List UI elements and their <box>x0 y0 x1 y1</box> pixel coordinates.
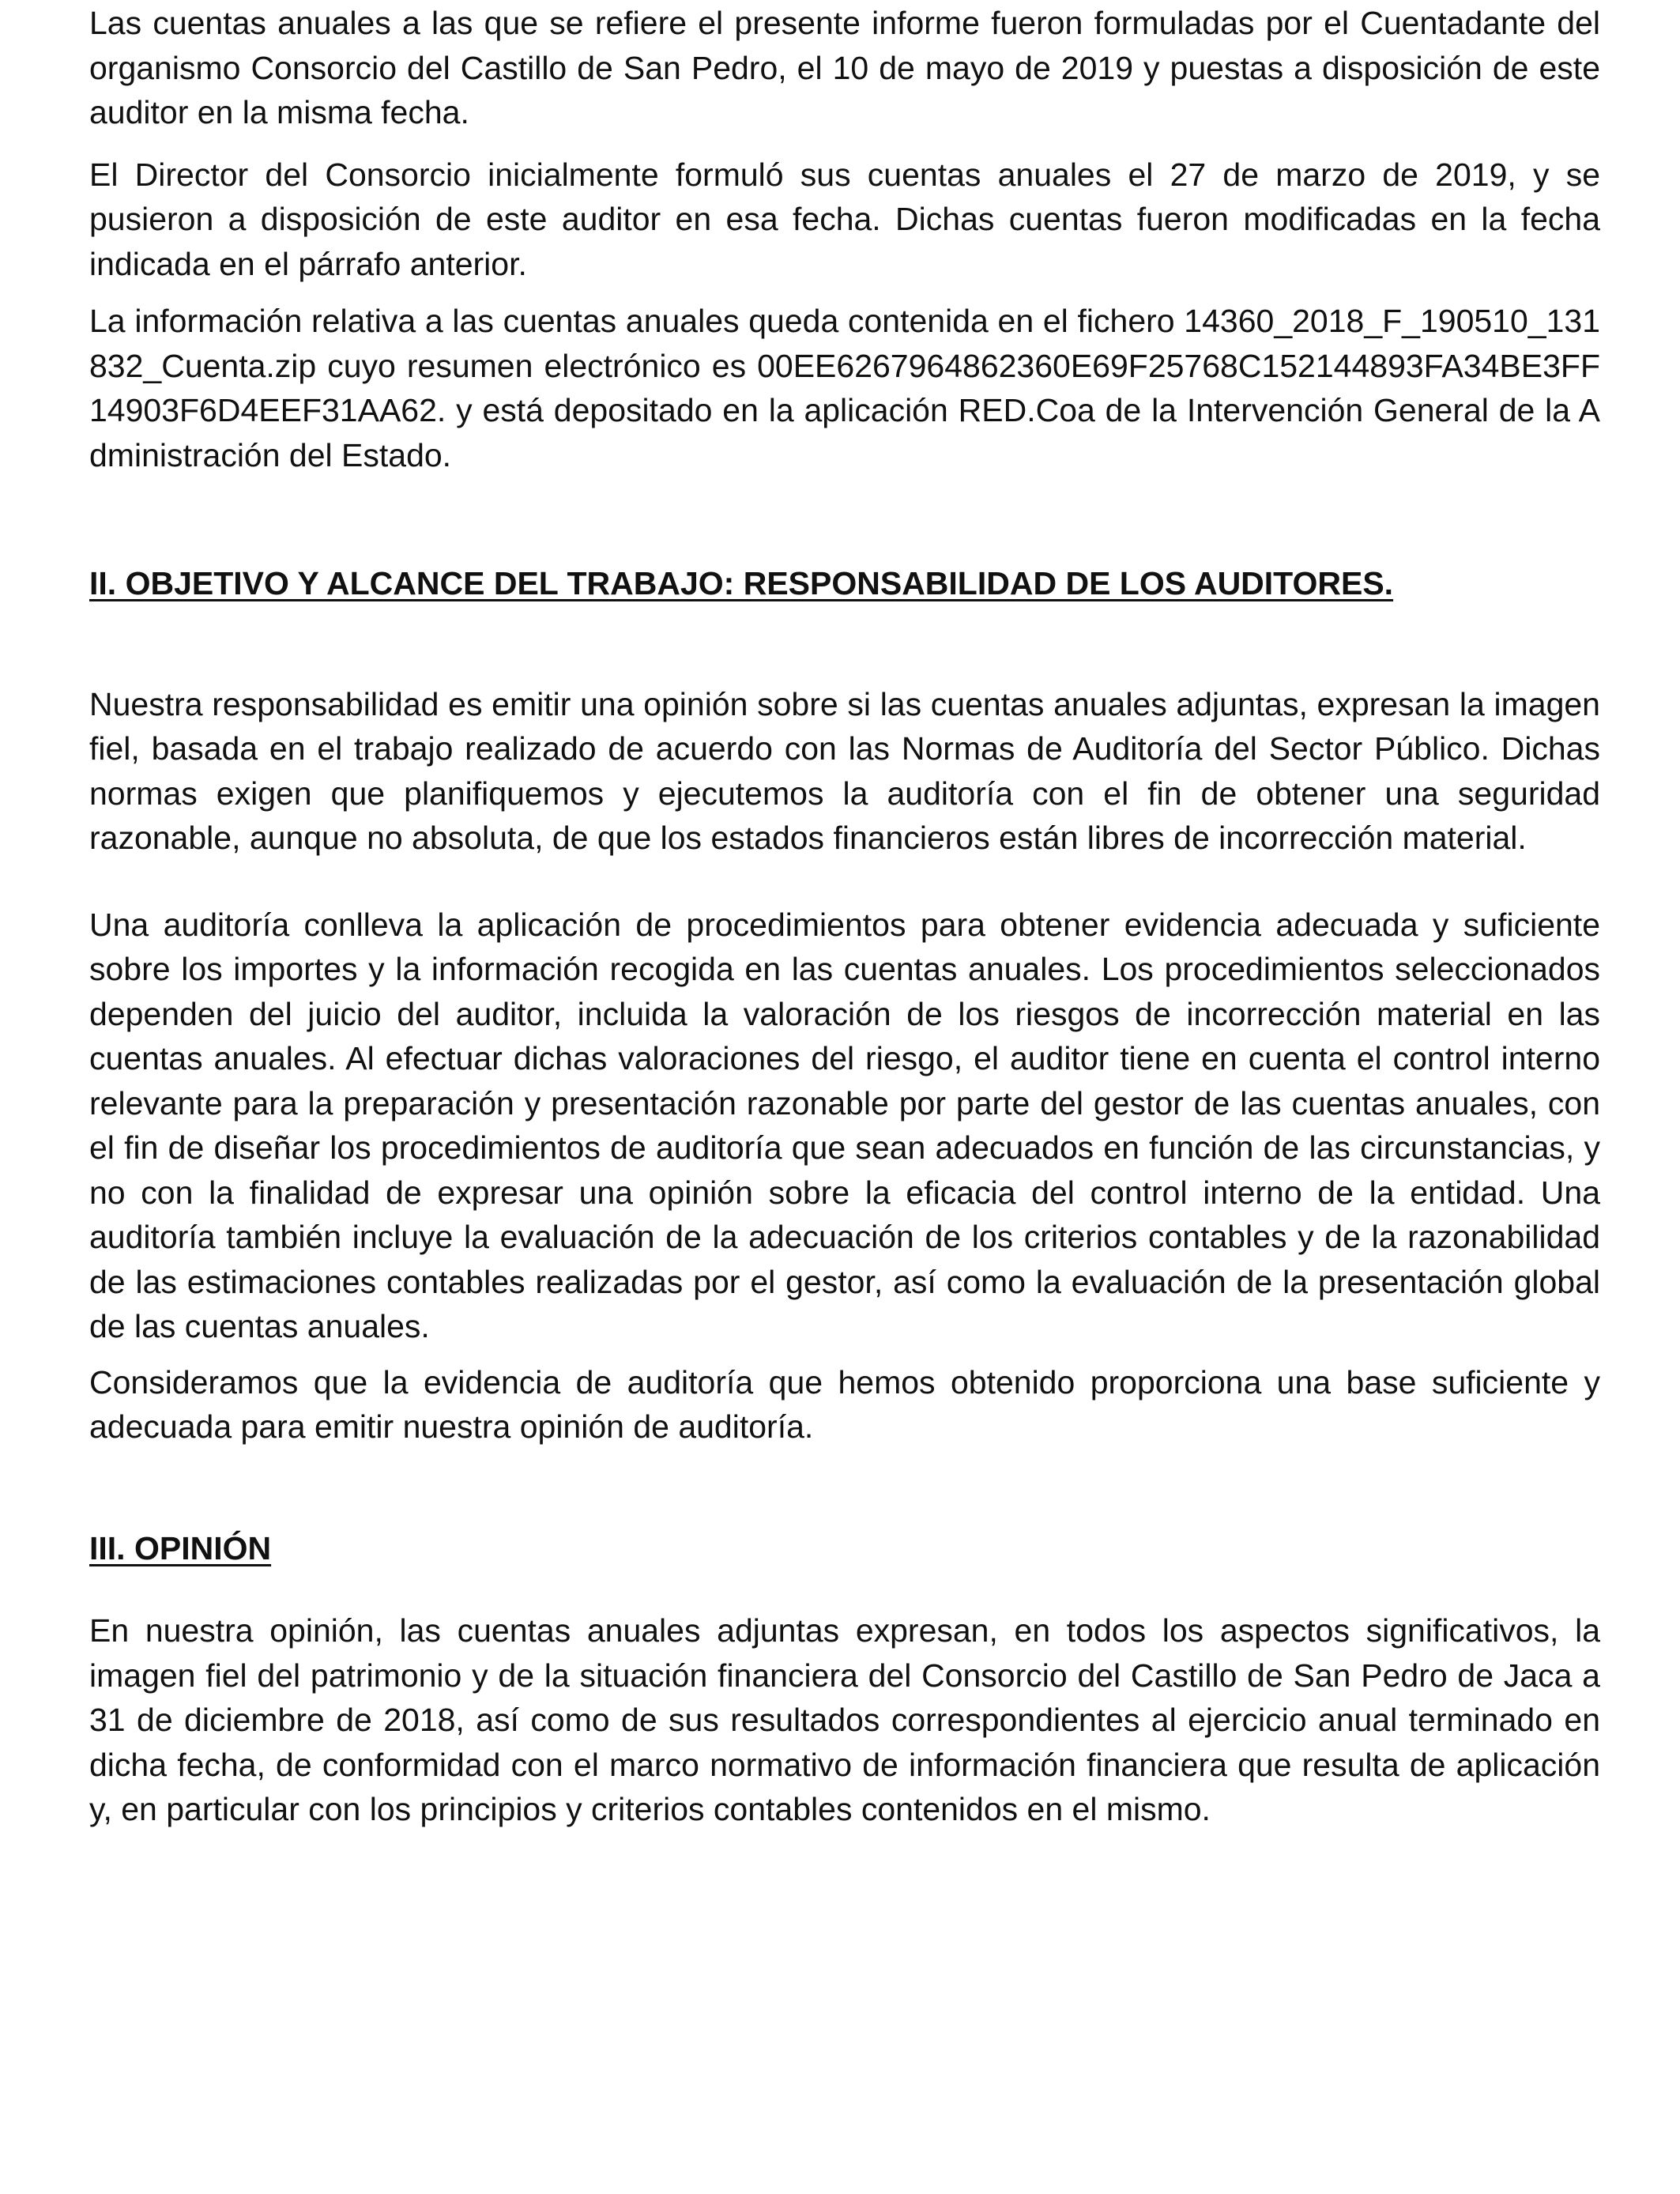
document-page <box>89 0 1600 1832</box>
section2-paragraph-3: Consideramos que la evidencia de auditoría que hemos obtenido proporciona una base suficiente y adecuada para emitir nuestra opinión de auditoría. <box>89 1363 1600 1445</box>
intro-paragraph-3: La información relativa a las cuentas anuales queda contenida en el fichero 14360_2018_F_190510_131832_Cuenta.zip cuyo resumen electrónico es 00EE6267964862360E69F25768C152144893FA34BE3FF14903F6D4EEF31AA62. y está depositado en la aplicación RED.Coa de la Intervención General de la Administración del Estado. <box>89 303 1600 473</box>
intro-paragraph-1: Las cuentas anuales a las que se refiere el presente informe fueron formuladas por el Cuentadante del organismo Consorcio del Castillo de San Pedro, el 10 de mayo de 2019 y puestas a disposición de este auditor en la misma fecha. <box>89 5 1600 130</box>
intro-paragraph-2: El Director del Consorcio inicialmente formuló sus cuentas anuales el 27 de marzo de 2019, y se pusieron a disposición de este auditor en esa fecha. Dichas cuentas fueron modificadas en la fecha indicada en el párrafo anterior. <box>89 156 1600 282</box>
section2-paragraph-1: Nuestra responsabilidad es emitir una opinión sobre si las cuentas anuales adjuntas, expresan la imagen fiel, basada en el trabajo realizado de acuerdo con las Normas de Auditoría del Sector Público. Dichas normas exigen que planifiquemos y ejecutemos la auditoría con el fin de obtener una seguridad razonable, aunque no absoluta, de que los estados financieros están libres de incorrección material. <box>89 685 1600 856</box>
section3-paragraph-1: En nuestra opinión, las cuentas anuales adjuntas expresan, en todos los aspectos significativos, la imagen fiel del patrimonio y de la situación financiera del Consorcio del Castillo de San Pedro de Jaca a 31 de diciembre de 2018, así como de sus resultados correspondientes al ejercicio anual terminado en dicha fecha, de conformidad con el marco normativo de información financiera que resulta de aplicación y, en particular con los principios y criterios contables contenidos en el mismo. <box>89 1612 1600 1827</box>
section-heading-opinion: III. OPINIÓN <box>89 1529 272 1566</box>
section2-paragraph-2: Una auditoría conlleva la aplicación de procedimientos para obtener evidencia adecuada y suficiente sobre los importes y la información recogida en las cuentas anuales. Los procedimientos seleccionados dependen del juicio del auditor, incluida la valoración de los riesgos de incorrección material en las cuentas anuales. Al efectuar dichas valoraciones del riesgo, el auditor tiene en cuenta el control interno relevante para la preparación y presentación razonable por parte del gestor de las cuentas anuales, con el fin de diseñar los procedimientos de auditoría que sean adecuados en función de las circunstancias, y no con la finalidad de expresar una opinión sobre la eficacia del control interno de la entidad. Una auditoría también incluye la evaluación de la adecuación de los criterios contables y de la razonabilidad de las estimaciones contables realizadas por el gestor, así como la evaluación de la presentación global de las cuentas anuales. <box>89 906 1600 1344</box>
section-heading-objetivo: II. OBJETIVO Y ALCANCE DEL TRABAJO: RESPONSABILIDAD DE LOS AUDITORES. <box>89 565 1394 601</box>
